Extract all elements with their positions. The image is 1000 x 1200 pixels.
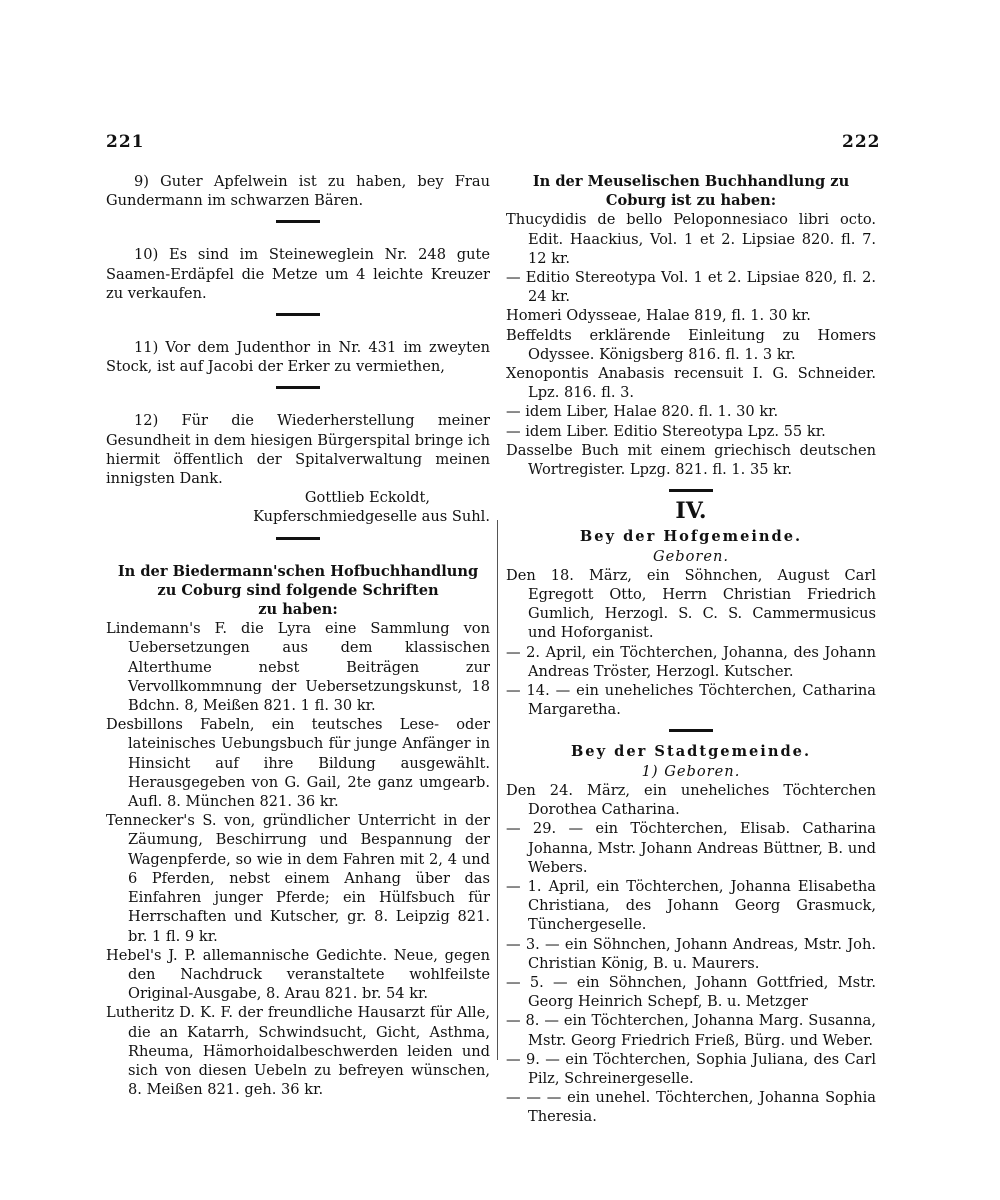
left-column bbox=[106, 172, 490, 1099]
bookshop-heading: In der Biedermann'schen Hofbuchhandlung bbox=[117, 562, 479, 580]
right-column bbox=[506, 172, 876, 1127]
book-entry: Dasselbe Buch mit einem griechisch deutschen Wortregister. Lpzg. 821. fl. 1. 35 kr. bbox=[506, 441, 876, 479]
birth-entry: — 2. April, ein Töchterchen, Johanna, des Johann Andreas Tröster, Herzogl. Kutscher. bbox=[506, 643, 876, 680]
separator-rule bbox=[276, 386, 320, 389]
book-entry: — idem Liber, Halae 820. fl. 1. 30 kr. bbox=[506, 403, 779, 421]
birth-entry: — 3. — ein Söhnchen, Johann Andreas, Mstr. Joh. Christian König, B. u. Maurers. bbox=[506, 935, 876, 972]
signature-title: Kupferschmiedgeselle aus Suhl. bbox=[253, 508, 490, 526]
stadt-heading: Bey der Stadtgemeinde. bbox=[570, 743, 812, 761]
advert-11: 11) Vor dem Judenthor in Nr. 431 im zweyten Stock, ist auf Jacobi der Erker zu vermiethen, bbox=[106, 339, 490, 376]
birth-entry: — 9. — ein Töchterchen, Sophia Juliana, des Carl Pilz, Schreinergeselle. bbox=[506, 1050, 876, 1087]
book-entry: Lutheritz D. K. F. der freundliche Hausarzt für Alle, die an Katarrh, Schwindsucht, Gicht, Asthma, Rheuma, Hämorhoidalbeschwerden leiden und sich von diesen Uebeln zu befreyen wünschen, 8. Meißen 821. geh. 36 kr. bbox=[106, 1004, 490, 1099]
book-entry: Desbillons Fabeln, ein teutsches Lese- oder lateinisches Uebungsbuch für junge Anfänger in Hinsicht auf ihre Bildung ausgewählt. Herausgegeben von G. Gail, 2te ganz umgearb. Aufl. 8. München 821. 36 kr. bbox=[106, 716, 490, 811]
book-entry: Homeri Odysseae, Halae 819, fl. 1. 30 kr. bbox=[506, 307, 811, 325]
separator-rule bbox=[669, 729, 713, 732]
separator-rule bbox=[276, 313, 320, 316]
book-entry: — Editio Stereotypa Vol. 1 et 2. Lipsiae 820, fl. 2. 24 kr. bbox=[506, 269, 876, 306]
birth-entry: Den 18. März, ein Söhnchen, August Carl Egregott Otto, Herrn Christian Friedrich Gumlich, Herzogl. S. C. S. Cammermusicus und Hoforganist. bbox=[506, 566, 876, 642]
birth-entry: — 1. April, ein Töchterchen, Johanna Elisabetha Christiana, des Johann Georg Grasmuck, Tünchergeselle. bbox=[506, 877, 876, 934]
book-entry: Tennecker's S. von, gründlicher Unterricht in der Zäumung, Beschirrung und Bespannung der Wagenpferde, so wie in dem Fahren mit 2, 4 und 6 Pferden, nebst einem Anhang über das Einfahren junger Pferde; ein Hülfsbuch für Herrschaften und Kutscher, gr. 8. Leipzig 821. br. 1 fl. 9 kr. bbox=[106, 812, 490, 945]
meusel-heading: Coburg ist zu haben: bbox=[605, 192, 777, 210]
advert-12: 12) Für die Wiederherstellung meiner Gesundheit in dem hiesigen Bürgerspital bringe ich hiermit öffentlich der Spitalverwaltung meinen innigsten Dank. bbox=[106, 412, 490, 488]
signature-name: Gottlieb Eckoldt, bbox=[304, 489, 430, 507]
book-entry: — idem Liber. Editio Stereotypa Lpz. 55 kr. bbox=[506, 422, 826, 440]
birth-entry: — 8. — ein Töchterchen, Johanna Marg. Susanna, Mstr. Georg Friedrich Frieß, Bürg. und Weber. bbox=[506, 1012, 876, 1049]
stadt-born-label: 1) Geboren. bbox=[641, 762, 741, 780]
bookshop-heading: zu Coburg sind folgende Schriften bbox=[157, 581, 439, 599]
separator-rule bbox=[276, 537, 320, 540]
bookshop-heading: zu haben: bbox=[258, 601, 338, 619]
page-number-right: 222 bbox=[842, 132, 881, 152]
hof-heading: Bey der Hofgemeinde. bbox=[579, 528, 803, 546]
birth-entry: — 5. — ein Söhnchen, Johann Gottfried, Mstr. Georg Heinrich Schepf, B. u. Metzger bbox=[506, 973, 876, 1011]
meusel-heading: In der Meuselischen Buchhandlung zu bbox=[532, 173, 850, 190]
book-entry: Beffeldts erklärende Einleitung zu Homers Odyssee. Königsberg 816. fl. 1. 3 kr. bbox=[506, 326, 876, 363]
birth-entry: — — — ein unehel. Töchterchen, Johanna Sophia Theresia. bbox=[506, 1089, 876, 1126]
birth-entry: — 14. — ein uneheliches Töchterchen, Catharina Margaretha. bbox=[506, 682, 876, 719]
page-number-left: 221 bbox=[106, 132, 145, 152]
hof-born-label: Geboren. bbox=[652, 547, 730, 565]
book-entry: Thucydidis de bello Peloponnesiaco libri octo. Edit. Haackius, Vol. 1 et 2. Lipsiae 820. fl. 7. 12 kr. bbox=[506, 211, 876, 267]
book-entry: Lindemann's F. die Lyra eine Sammlung von Uebersetzungen aus dem klassischen Alterthume nebst Beiträgen zur Vervollkommnung der Uebersetzungskunst, 18 Bdchn. 8, Meißen 821. 1 fl. 30 kr. bbox=[106, 620, 490, 715]
column-divider bbox=[497, 520, 498, 1060]
birth-entry: — 29. — ein Töchterchen, Elisab. Catharina Johanna, Mstr. Johann Andreas Büttner, B. und Webers. bbox=[506, 820, 876, 876]
advert-9: 9) Guter Apfelwein ist zu haben, bey Frau Gundermann im schwarzen Bären. bbox=[106, 173, 490, 210]
advert-10: 10) Es sind im Steineweglein Nr. 248 gute Saamen-Erdäpfel die Metze um 4 leichte Kreuzer zu verkaufen. bbox=[106, 246, 490, 302]
birth-entry: Den 24. März, ein uneheliches Töchterchen Dorothea Catharina. bbox=[506, 781, 876, 819]
separator-rule bbox=[276, 220, 320, 223]
book-entry: Hebel's J. P. allemannische Gedichte. Neue, gegen den Nachdruck veranstaltete wohlfeilste Original-Ausgabe, 8. Arau 821. br. 54 kr. bbox=[106, 946, 490, 1003]
section-number: IV. bbox=[675, 498, 707, 525]
separator-rule bbox=[669, 489, 713, 492]
book-entry: Xenopontis Anabasis recensuit I. G. Schneider. Lpz. 816. fl. 3. bbox=[506, 365, 876, 402]
